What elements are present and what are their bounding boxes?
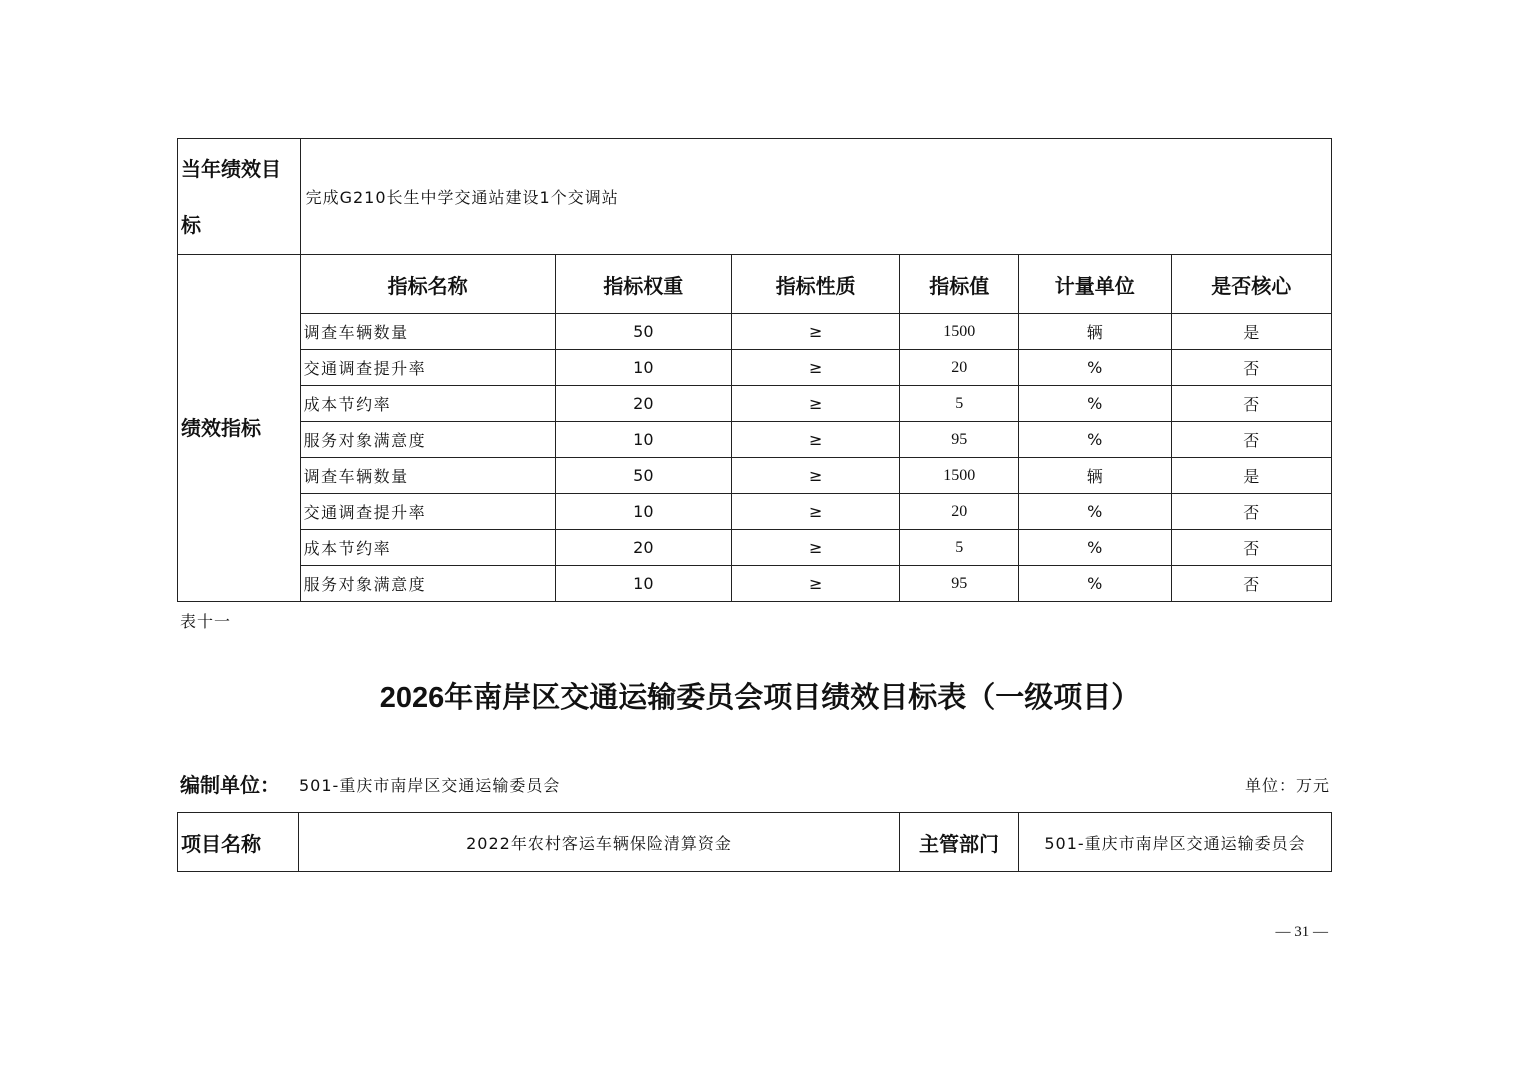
indicator-value: 5 — [900, 530, 1019, 566]
table-row — [178, 350, 1332, 386]
indicator-nature: ≥ — [732, 350, 900, 386]
performance-target-table — [177, 138, 1332, 602]
indicator-weight: 50 — [555, 314, 731, 350]
department-label: 主管部门 — [900, 813, 1019, 872]
indicator-weight: 10 — [555, 350, 731, 386]
indicator-value: 95 — [900, 566, 1019, 602]
page-number: — 31 — — [1275, 924, 1328, 940]
table-row — [178, 494, 1332, 530]
project-name-label: 项目名称 — [178, 813, 299, 872]
indicator-name: 交通调查提升率 — [300, 350, 555, 386]
indicator-weight: 10 — [555, 494, 731, 530]
header-unit: 计量单位 — [1019, 255, 1171, 314]
indicator-name: 交通调查提升率 — [300, 494, 555, 530]
unit-note: 单位：万元 — [1244, 776, 1330, 795]
table-row — [178, 386, 1332, 422]
project-row — [178, 813, 1332, 872]
indicator-unit: % — [1019, 350, 1171, 386]
header-indicator-nature: 指标性质 — [732, 255, 900, 314]
org-label: 编制单位： — [180, 773, 280, 797]
indicator-name: 调查车辆数量 — [300, 458, 555, 494]
project-name-value: 2022年农村客运车辆保险清算资金 — [299, 813, 900, 872]
indicator-weight: 20 — [555, 386, 731, 422]
indicator-value: 1500 — [900, 458, 1019, 494]
table-caption: 表十一 — [180, 612, 232, 631]
indicator-value: 20 — [900, 350, 1019, 386]
indicator-core: 否 — [1171, 494, 1332, 530]
indicator-core: 否 — [1171, 350, 1332, 386]
indicator-unit: % — [1019, 566, 1171, 602]
indicator-unit: % — [1019, 530, 1171, 566]
annual-goal-label: 当年绩效目标 — [178, 139, 301, 255]
indicator-nature: ≥ — [732, 530, 900, 566]
org-value: 501-重庆市南岸区交通运输委员会 — [299, 776, 561, 795]
header-indicator-value: 指标值 — [900, 255, 1019, 314]
header-is-core: 是否核心 — [1171, 255, 1332, 314]
indicator-nature: ≥ — [732, 422, 900, 458]
indicator-header-row — [178, 255, 1332, 314]
table-row — [178, 314, 1332, 350]
indicator-unit: % — [1019, 386, 1171, 422]
indicator-name: 调查车辆数量 — [300, 314, 555, 350]
indicator-unit: % — [1019, 494, 1171, 530]
annual-goal-row — [178, 139, 1332, 255]
indicator-core: 否 — [1171, 386, 1332, 422]
indicator-weight: 10 — [555, 566, 731, 602]
indicator-core: 否 — [1171, 422, 1332, 458]
indicator-name: 服务对象满意度 — [300, 422, 555, 458]
table-row — [178, 566, 1332, 602]
indicator-value: 5 — [900, 386, 1019, 422]
indicator-core: 是 — [1171, 458, 1332, 494]
header-indicator-name: 指标名称 — [300, 255, 555, 314]
indicator-weight: 10 — [555, 422, 731, 458]
indicator-value: 95 — [900, 422, 1019, 458]
header-indicator-weight: 指标权重 — [555, 255, 731, 314]
indicator-name: 服务对象满意度 — [300, 566, 555, 602]
indicator-name: 成本节约率 — [300, 530, 555, 566]
indicator-core: 是 — [1171, 314, 1332, 350]
page-title: 2026年南岸区交通运输委员会项目绩效目标表（一级项目） — [379, 682, 1141, 714]
indicator-nature: ≥ — [732, 458, 900, 494]
table-row — [178, 458, 1332, 494]
annual-goal-text: 完成G210长生中学交通站建设1个交调站 — [300, 139, 1331, 255]
project-info-table — [177, 812, 1332, 872]
indicator-name: 成本节约率 — [300, 386, 555, 422]
indicator-value: 20 — [900, 494, 1019, 530]
indicator-core: 否 — [1171, 566, 1332, 602]
indicator-unit: 辆 — [1019, 314, 1171, 350]
indicator-nature: ≥ — [732, 386, 900, 422]
department-value: 501-重庆市南岸区交通运输委员会 — [1019, 813, 1332, 872]
indicators-label: 绩效指标 — [178, 255, 301, 602]
table-row — [178, 530, 1332, 566]
indicator-nature: ≥ — [732, 314, 900, 350]
indicator-unit: % — [1019, 422, 1171, 458]
indicator-nature: ≥ — [732, 494, 900, 530]
indicator-weight: 50 — [555, 458, 731, 494]
table-row — [178, 422, 1332, 458]
indicator-weight: 20 — [555, 530, 731, 566]
indicator-nature: ≥ — [732, 566, 900, 602]
indicator-core: 否 — [1171, 530, 1332, 566]
indicator-value: 1500 — [900, 314, 1019, 350]
indicator-unit: 辆 — [1019, 458, 1171, 494]
